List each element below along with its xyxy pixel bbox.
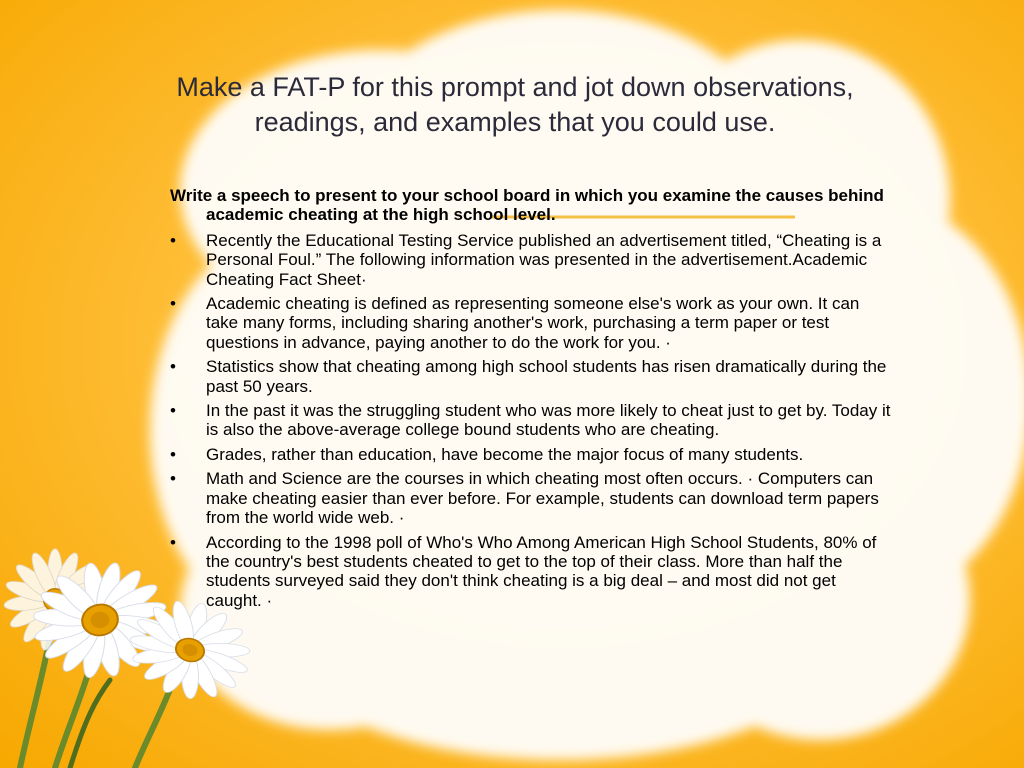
bullet-dot: • (170, 469, 176, 489)
list-item (170, 231, 895, 289)
daisy-flowers (0, 490, 300, 768)
bullet-text: Grades, rather than education, have become the major focus of many students. (206, 444, 804, 464)
list-item (170, 294, 895, 352)
list-item (170, 357, 895, 396)
prompt-text: Write a speech to present to your school board in which you examine the causes behind academic cheating at the high school level. (170, 186, 884, 225)
bullet-dot: • (170, 357, 176, 377)
bullet-dot: • (170, 401, 176, 421)
list-item (170, 445, 895, 464)
list-item (170, 401, 895, 440)
bullet-text: Academic cheating is defined as representing someone else's work as your own. It can take many forms, including sharing another's work, purchasing a term paper or test questions in advance, paying another to do the work for you. · (206, 294, 860, 352)
bullet-dot: • (170, 532, 176, 552)
bullet-text: Math and Science are the courses in which cheating most often occurs. · Computers can make cheating easier than ever before. For example, students can download term papers from the world wide web. · (206, 469, 879, 528)
bullet-text: Recently the Educational Testing Service published an advertisement titled, “Cheating is a Personal Foul.” The following information was presented in the advertisement.Academic Cheating Fact Sheet· (206, 230, 882, 289)
bullet-text: Statistics show that cheating among high school students has risen dramatically during the past 50 years. (206, 357, 887, 396)
bullet-dot: • (170, 294, 176, 314)
bullet-dot: • (170, 230, 176, 250)
bullet-text: In the past it was the struggling student who was more likely to cheat just to get by. Today it is also the above-average college bound students who are cheating. (206, 401, 891, 440)
slide-title: Make a FAT-P for this prompt and jot down observations, readings, and examples that you could use. (176, 72, 854, 137)
bullet-dot: • (170, 444, 176, 464)
bullet-text: According to the 1998 poll of Who's Who Among American High School Students, 80% of the country's best students cheated to get to the top of their class. More than half the students surveyed said they don't think cheating is a big deal – and most did not get caught. · (206, 532, 877, 610)
